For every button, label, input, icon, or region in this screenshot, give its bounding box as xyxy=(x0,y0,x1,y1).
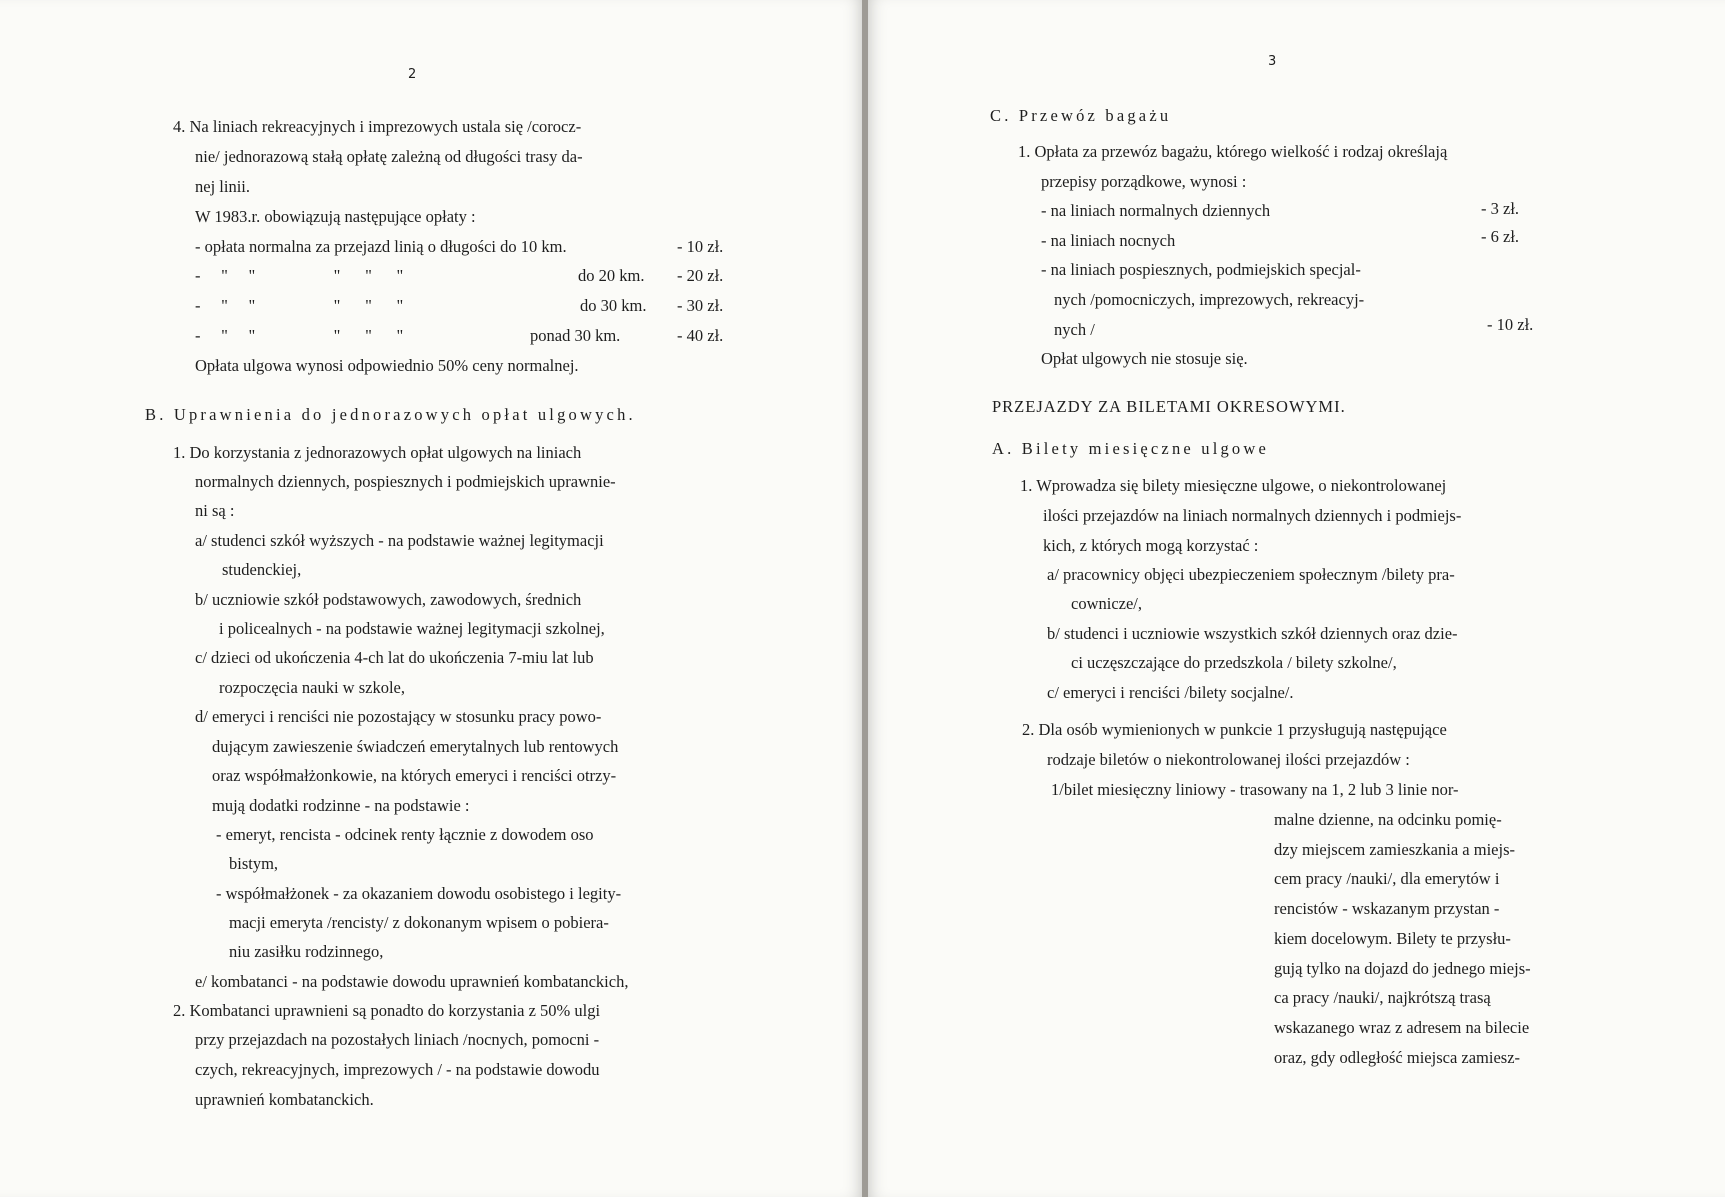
text-line: - współmałżonek - za okazaniem dowodu osobistego i legity- xyxy=(216,884,622,903)
text-line: gują tylko na dojazd do jednego miejs- xyxy=(1274,959,1531,978)
fare-row-ditto: - " " " " " xyxy=(195,266,404,285)
text-line: rodzaje biletów o niekontrolowanej ilości przejazdów : xyxy=(1047,750,1410,769)
text-line: wskazanego wraz z adresem na bilecie xyxy=(1274,1018,1530,1037)
right-page xyxy=(868,0,1725,1197)
text-line: macji emeryta /rencisty/ z dokonanym wpisem o pobiera- xyxy=(229,913,609,932)
text-line: ca pracy /nauki/, najkrótszą trasą xyxy=(1274,988,1491,1007)
text-line: ilości przejazdów na liniach normalnych dziennych i podmiejs- xyxy=(1043,506,1462,525)
text-line: rencistów - wskazanym przystan - xyxy=(1274,899,1500,918)
left-page xyxy=(0,0,862,1197)
page-number: 2 xyxy=(408,67,417,82)
text-line: dzy miejscem zamieszkania a miejs- xyxy=(1274,840,1515,859)
text-line: przepisy porządkowe, wynosi : xyxy=(1041,172,1247,191)
text-line: nych / xyxy=(1054,320,1095,339)
text-line: W 1983.r. obowiązują następujące opłaty : xyxy=(195,207,476,226)
section-heading: PRZEJAZDY ZA BILETAMI OKRESOWYMI. xyxy=(992,397,1346,416)
section-heading: A. Bilety miesięczne ulgowe xyxy=(992,439,1270,458)
text-line: bistym, xyxy=(229,854,279,873)
text-line: 2. Dla osób wymienionych w punkcie 1 przysługują następujące xyxy=(1022,720,1447,739)
fare-row-distance: do 20 km. xyxy=(578,266,645,285)
text-line: niu zasiłku rodzinnego, xyxy=(229,942,384,961)
fare-row-label: - opłata normalna za przejazd linią o długości do 10 km. xyxy=(195,237,567,256)
text-line: cem pracy /nauki/, dla emerytów i xyxy=(1274,869,1500,888)
baggage-amount: - 10 zł. xyxy=(1487,315,1534,334)
fare-row-amount: - 20 zł. xyxy=(677,266,724,285)
fare-row-ditto: - " " " " " xyxy=(195,296,404,315)
text-line: b/ uczniowie szkół podstawowych, zawodowych, średnich xyxy=(195,590,582,609)
text-line: c/ dzieci od ukończenia 4-ch lat do ukończenia 7-miu lat lub xyxy=(195,648,594,667)
text-line: ni są : xyxy=(195,501,235,520)
section-heading: C. Przewóz bagażu xyxy=(990,106,1172,125)
text-line: ci uczęszczające do przedszkola / bilety szkolne/, xyxy=(1071,653,1397,672)
text-line: przy przejazdach na pozostałych liniach /nocnych, pomocni - xyxy=(195,1030,600,1049)
fare-row-ditto: - " " " " " xyxy=(195,326,404,345)
text-line: czych, rekreacyjnych, imprezowych / - na podstawie dowodu xyxy=(195,1060,600,1079)
page-number: 3 xyxy=(1268,54,1277,69)
text-line: 1. Opłata za przewóz bagażu, którego wielkość i rodzaj określają xyxy=(1018,142,1448,161)
text-line: - emeryt, rencista - odcinek renty łącznie z dowodem oso xyxy=(216,825,594,844)
baggage-amount: - 6 zł. xyxy=(1481,227,1520,246)
text-line: kich, z których mogą korzystać : xyxy=(1043,536,1259,555)
text-line: cownicze/, xyxy=(1071,594,1143,613)
text-line: - na liniach nocnych xyxy=(1041,231,1176,250)
text-line: a/ pracownicy objęci ubezpieczeniem społecznym /bilety pra- xyxy=(1047,565,1455,584)
text-line: Opłat ulgowych nie stosuje się. xyxy=(1041,349,1248,368)
text-line: malne dzienne, na odcinku pomię- xyxy=(1274,810,1502,829)
text-line: Opłata ulgowa wynosi odpowiednio 50% ceny normalnej. xyxy=(195,356,579,375)
fare-row-distance: do 30 km. xyxy=(580,296,647,315)
text-line: uprawnień kombatanckich. xyxy=(195,1090,374,1109)
text-line: 2. Kombatanci uprawnieni są ponadto do korzystania z 50% ulgi xyxy=(173,1001,601,1020)
text-line: nie/ jednorazową stałą opłatę zależną od długości trasy da- xyxy=(195,147,583,166)
section-heading: B. Uprawnienia do jednorazowych opłat ulgowych. xyxy=(145,405,636,424)
text-line: e/ kombatanci - na podstawie dowodu uprawnień kombatanckich, xyxy=(195,972,629,991)
text-line: a/ studenci szkół wyższych - na podstawie ważnej legitymacji xyxy=(195,531,604,550)
text-line: c/ emeryci i renciści /bilety socjalne/. xyxy=(1047,683,1294,702)
text-line: nej linii. xyxy=(195,177,250,196)
text-line: mują dodatki rodzinne - na podstawie : xyxy=(212,796,470,815)
text-line: studenckiej, xyxy=(222,560,302,579)
text-line: - na liniach pospiesznych, podmiejskich specjal- xyxy=(1041,260,1361,279)
fare-row-amount: - 40 zł. xyxy=(677,326,724,345)
fare-row-distance: ponad 30 km. xyxy=(530,326,621,345)
text-line: 4. Na liniach rekreacyjnych i imprezowych ustala się /corocz- xyxy=(173,117,582,136)
text-line: - na liniach normalnych dziennych xyxy=(1041,201,1271,220)
fare-row-amount: - 10 zł. xyxy=(677,237,724,256)
baggage-amount: - 3 zł. xyxy=(1481,199,1520,218)
text-line: normalnych dziennych, pospiesznych i podmiejskich uprawnie- xyxy=(195,472,616,491)
text-line: kiem docelowym. Bilety te przysłu- xyxy=(1274,929,1511,948)
text-line: oraz współmałżonkowie, na których emeryci i renciści otrzy- xyxy=(212,766,617,785)
text-line: nych /pomocniczych, imprezowych, rekreacyj- xyxy=(1054,290,1365,309)
text-line: i policealnych - na podstawie ważnej legitymacji szkolnej, xyxy=(219,619,605,638)
text-line: b/ studenci i uczniowie wszystkich szkół dziennych oraz dzie- xyxy=(1047,624,1458,643)
text-line: 1/bilet miesięczny liniowy - trasowany na 1, 2 lub 3 linie nor- xyxy=(1051,780,1459,799)
fare-row-amount: - 30 zł. xyxy=(677,296,724,315)
text-line: d/ emeryci i renciści nie pozostający w stosunku pracy powo- xyxy=(195,707,602,726)
text-line: 1. Wprowadza się bilety miesięczne ulgowe, o niekontrolowanej xyxy=(1020,476,1447,495)
text-line: 1. Do korzystania z jednorazowych opłat ulgowych na liniach xyxy=(173,443,582,462)
text-line: oraz, gdy odległość miejsca zamiesz- xyxy=(1274,1048,1521,1067)
text-line: rozpoczęcia nauki w szkole, xyxy=(219,678,405,697)
text-line: dującym zawieszenie świadczeń emerytalnych lub rentowych xyxy=(212,737,619,756)
